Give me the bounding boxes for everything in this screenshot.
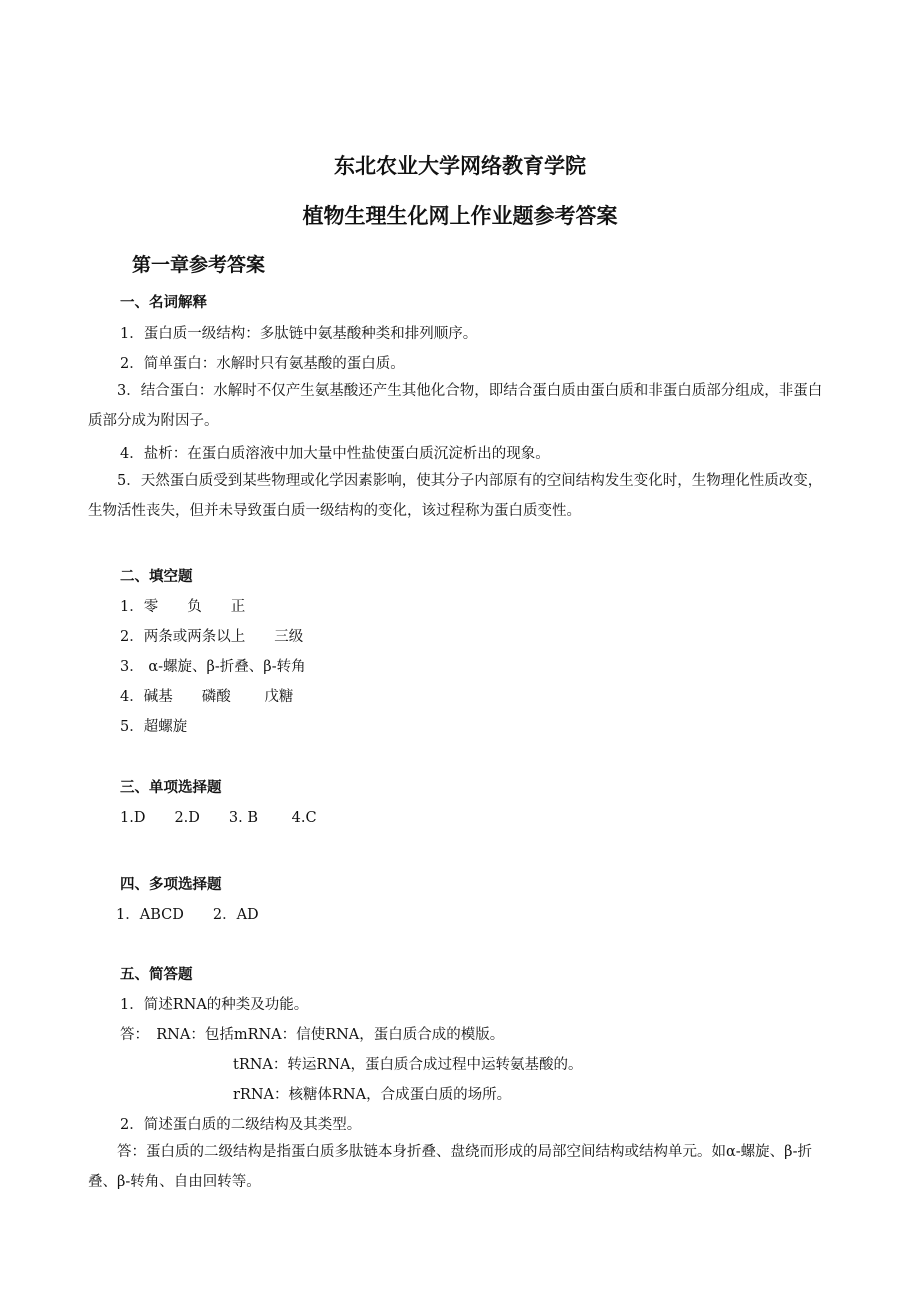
school-title: 东北农业大学网络教育学院 — [334, 154, 586, 178]
short-answer-1-line-1: 答： RNA：包括mRNA：信使RNA，蛋白质合成的模版。 — [120, 1027, 505, 1043]
short-answer-2: 答：蛋白质的二级结构是指蛋白质多肽链本身折叠、盘绕而形成的局部空间结构或结构单元。如α-螺旋、β-折叠、β-转角、自由回转等。 — [88, 1144, 812, 1190]
short-question-1: 1．简述RNA的种类及功能。 — [120, 997, 309, 1013]
single-choice-answers: 1.D 2.D 3. B 4.C — [120, 810, 317, 826]
definition-item-4: 4．盐析：在蛋白质溶液中加大量中性盐使蛋白质沉淀析出的现象。 — [120, 446, 550, 462]
definition-item-5: 5．天然蛋白质受到某些物理或化学因素影响，使其分子内部原有的空间结构发生变化时，生物理化性质改变，生物活性丧失，但并未导致蛋白质一级结构的变化，该过程称为蛋白质变性。 — [88, 473, 823, 519]
fill-item-3: 3． α-螺旋、β-折叠、β-转角 — [120, 659, 306, 675]
definition-item-3: 3．结合蛋白：水解时不仅产生氨基酸还产生其他化合物，即结合蛋白质由蛋白质和非蛋白质部分组成，非蛋白质部分成为附因子。 — [88, 383, 823, 429]
short-answer-1-line-2: tRNA：转运RNA，蛋白质合成过程中运转氨基酸的。 — [233, 1057, 583, 1073]
section-heading-short-answer: 五、简答题 — [120, 967, 193, 983]
definition-item-1: 1．蛋白质一级结构：多肽链中氨基酸种类和排列顺序。 — [120, 326, 478, 342]
short-answer-1-line-3: rRNA：核糖体RNA，合成蛋白质的场所。 — [233, 1087, 512, 1103]
fill-item-2: 2．两条或两条以上 三级 — [120, 629, 304, 645]
definition-item-2: 2．简单蛋白：水解时只有氨基酸的蛋白质。 — [120, 356, 405, 372]
chapter-title: 第一章参考答案 — [132, 254, 266, 276]
fill-item-1: 1．零 负 正 — [120, 599, 246, 615]
course-title: 植物生理生化网上作业题参考答案 — [302, 204, 618, 228]
fill-item-4: 4．碱基 磷酸 戊糖 — [120, 689, 294, 705]
section-heading-single-choice: 三、单项选择题 — [120, 780, 222, 796]
section-heading-definitions: 一、名词解释 — [120, 295, 207, 311]
section-heading-fill-blank: 二、填空题 — [120, 569, 193, 585]
section-heading-multiple-choice: 四、多项选择题 — [120, 877, 222, 893]
short-question-2: 2．简述蛋白质的二级结构及其类型。 — [120, 1117, 362, 1133]
multiple-choice-answers: 1．ABCD 2．AD — [116, 907, 259, 923]
fill-item-5: 5．超螺旋 — [120, 719, 188, 735]
